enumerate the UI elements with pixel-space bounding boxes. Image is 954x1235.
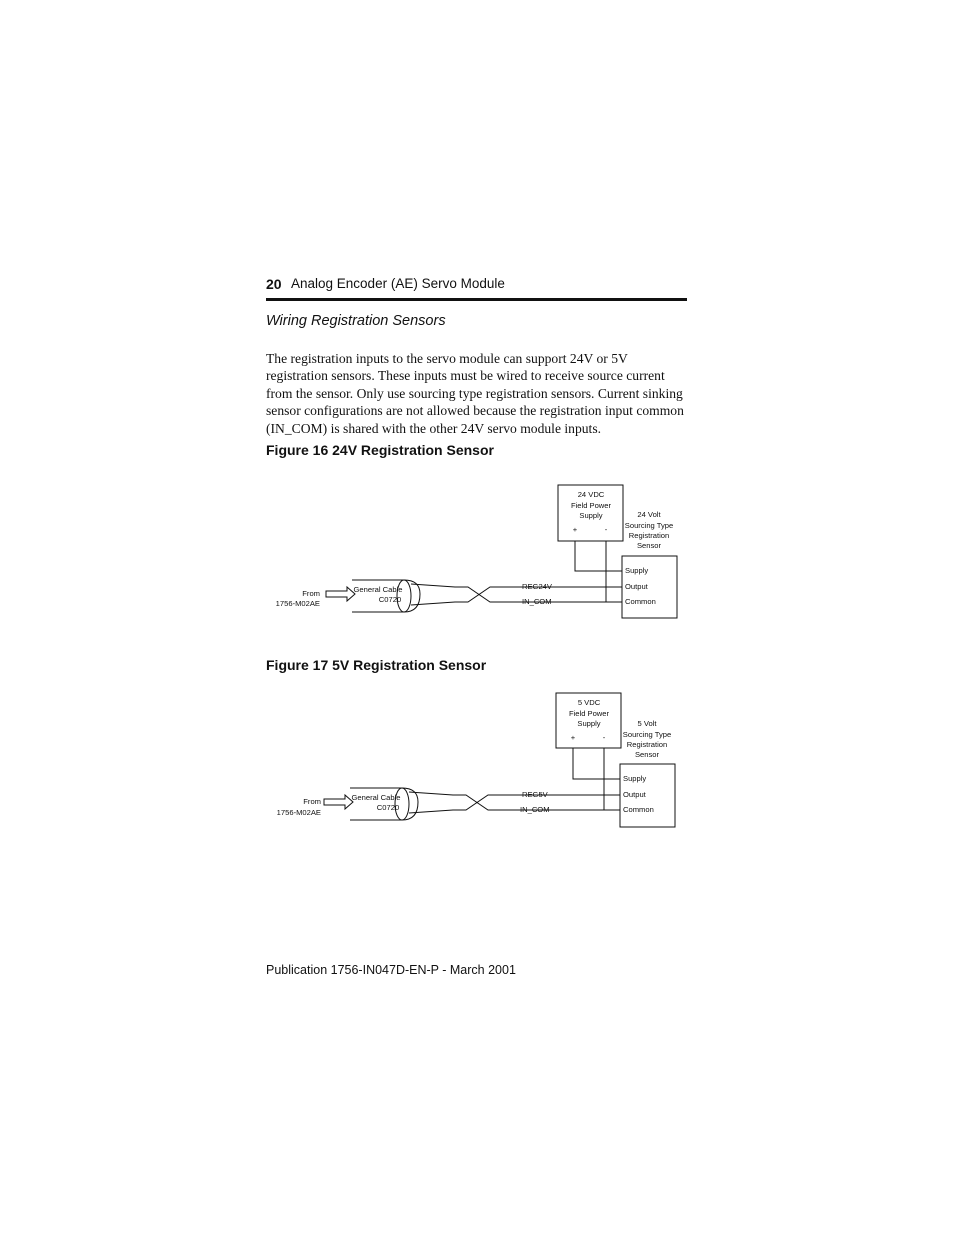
supply-wire — [575, 541, 622, 571]
supply-label: 5 VDC — [577, 698, 601, 707]
cable-label: C0720 — [376, 803, 400, 812]
plus-label: + — [570, 733, 576, 742]
signal-label: REG24V — [522, 582, 552, 591]
from-label: 1756-M02AE — [275, 599, 320, 608]
terminal-label: Common — [625, 597, 656, 606]
supply-wire — [573, 748, 620, 779]
sensor-desc: Sensor — [636, 541, 662, 550]
arrow-icon — [324, 795, 353, 809]
body-line: registration sensors. These inputs must be wired to receive source current — [266, 368, 665, 384]
cable-label: General Cable — [351, 793, 401, 802]
body-line: The registration inputs to the servo module can support 24V or 5V — [266, 351, 628, 366]
from-label: From — [302, 589, 320, 598]
body-line: (IN_COM) is shared with the other 24V servo module inputs. — [266, 420, 602, 436]
sensor-desc: Sensor — [634, 750, 660, 759]
sensor-desc: Sourcing Type — [622, 730, 672, 739]
terminal-label: Supply — [625, 566, 649, 575]
body-line: from the sensor. Only use sourcing type registration sensors. Current sinking — [266, 385, 683, 401]
supply-label: Supply — [577, 719, 601, 728]
supply-label: 24 VDC — [577, 490, 605, 499]
figure-17-caption: Figure 17 5V Registration Sensor — [266, 657, 487, 673]
signal-label: REG5V — [522, 790, 548, 799]
from-label: From — [303, 797, 321, 806]
section-title: Wiring Registration Sensors — [266, 313, 446, 329]
cable-label: General Cable — [353, 585, 403, 594]
terminal-label: Common — [623, 805, 654, 814]
figure-16-labels — [276, 490, 674, 608]
terminal-label: Supply — [623, 774, 647, 783]
supply-label: Field Power — [568, 709, 610, 718]
terminal-label: Output — [625, 582, 648, 591]
minus-label: - — [604, 525, 608, 534]
from-label: 1756-M02AE — [276, 808, 321, 817]
signal-label: IN_COM — [522, 597, 552, 606]
figure-16-caption: Figure 16 24V Registration Sensor — [266, 442, 494, 458]
minus-label: - — [602, 733, 606, 742]
plus-label: + — [572, 525, 578, 534]
sensor-desc: 5 Volt — [637, 719, 657, 728]
signal-label: IN_COM — [520, 805, 550, 814]
running-header-title: Analog Encoder (AE) Servo Module — [291, 276, 505, 291]
cable-label: C0720 — [378, 595, 402, 604]
publication-footer: Publication 1756-IN047D-EN-P - March 2001 — [266, 963, 516, 977]
terminal-label: Output — [623, 790, 646, 799]
supply-label: Field Power — [570, 501, 612, 510]
sensor-desc: Registration — [626, 740, 668, 749]
page-number: 20 — [266, 276, 282, 292]
arrow-icon — [326, 587, 355, 601]
sensor-desc: Registration — [628, 531, 670, 540]
sensor-desc: 24 Volt — [637, 510, 661, 519]
supply-label: Supply — [579, 511, 603, 520]
sensor-desc: Sourcing Type — [624, 521, 674, 530]
body-line: sensor configurations are not allowed because the registration input common — [266, 403, 684, 419]
